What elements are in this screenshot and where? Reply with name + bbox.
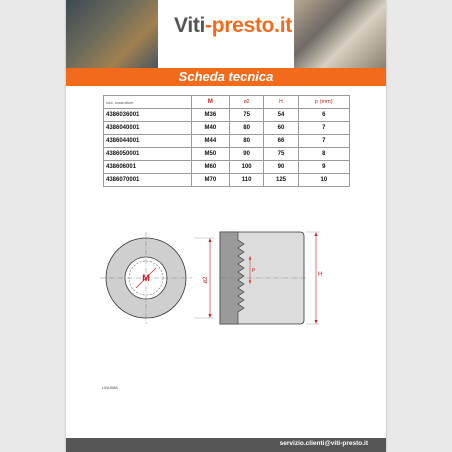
- header-code: cod. costruttore: [104, 96, 192, 109]
- cell-d2: 100: [229, 161, 263, 174]
- header-h: H: [264, 96, 298, 109]
- side-view: [220, 232, 322, 324]
- cell-code: 4386040001: [104, 122, 192, 135]
- label-p: P: [252, 268, 256, 274]
- cell-code: 438606001: [104, 161, 192, 174]
- arrow-down-icon: [209, 314, 212, 318]
- cell-code: 4386036001: [104, 109, 192, 122]
- cell-code: 4386070001: [104, 174, 192, 187]
- brand-name: Viti: [174, 14, 206, 37]
- cell-m: M70: [191, 174, 229, 187]
- cell-d2: 80: [229, 135, 263, 148]
- cell-m: M50: [191, 148, 229, 161]
- cell-d2: 75: [229, 109, 263, 122]
- cell-p: 7: [298, 122, 349, 135]
- cell-m: M44: [191, 135, 229, 148]
- cell-d2: 80: [229, 122, 263, 135]
- label-m: M: [142, 273, 150, 283]
- cell-h: 125: [264, 174, 298, 187]
- cell-h: 54: [264, 109, 298, 122]
- cell-m: M60: [191, 161, 229, 174]
- page-title: Scheda tecnica: [66, 68, 386, 86]
- label-h: H: [318, 272, 323, 278]
- cell-d2: 110: [229, 174, 263, 187]
- cell-p: 9: [298, 161, 349, 174]
- label-d2: ø2: [203, 276, 209, 284]
- cell-h: 66: [264, 135, 298, 148]
- cell-h: 75: [264, 148, 298, 161]
- footer: [66, 438, 386, 452]
- front-view: [100, 232, 192, 324]
- header-m: M: [191, 96, 229, 109]
- arrow-down-icon: [315, 320, 318, 324]
- cell-d2: 90: [229, 148, 263, 161]
- dimension-d2: [194, 238, 214, 318]
- header-d2: ø2: [229, 96, 263, 109]
- cell-code: 4386050001: [104, 148, 192, 161]
- cell-p: 8: [298, 148, 349, 161]
- cell-h: 90: [264, 161, 298, 174]
- cell-p: 6: [298, 109, 349, 122]
- brand-domain: -presto.it: [205, 14, 292, 37]
- arrow-up-icon: [315, 232, 318, 236]
- cell-m: M36: [191, 109, 229, 122]
- cell-p: 7: [298, 135, 349, 148]
- footer-email[interactable]: servizio.clienti@viti-presto.it: [279, 440, 368, 447]
- cell-h: 60: [264, 122, 298, 135]
- product-code-note: UGU088: [102, 385, 118, 390]
- header-p: p (mm): [298, 96, 349, 109]
- cell-p: 10: [298, 174, 349, 187]
- datasheet-page: [66, 0, 386, 452]
- cell-m: M40: [191, 122, 229, 135]
- arrow-up-icon: [209, 238, 212, 242]
- cell-code: 4386044001: [104, 135, 192, 148]
